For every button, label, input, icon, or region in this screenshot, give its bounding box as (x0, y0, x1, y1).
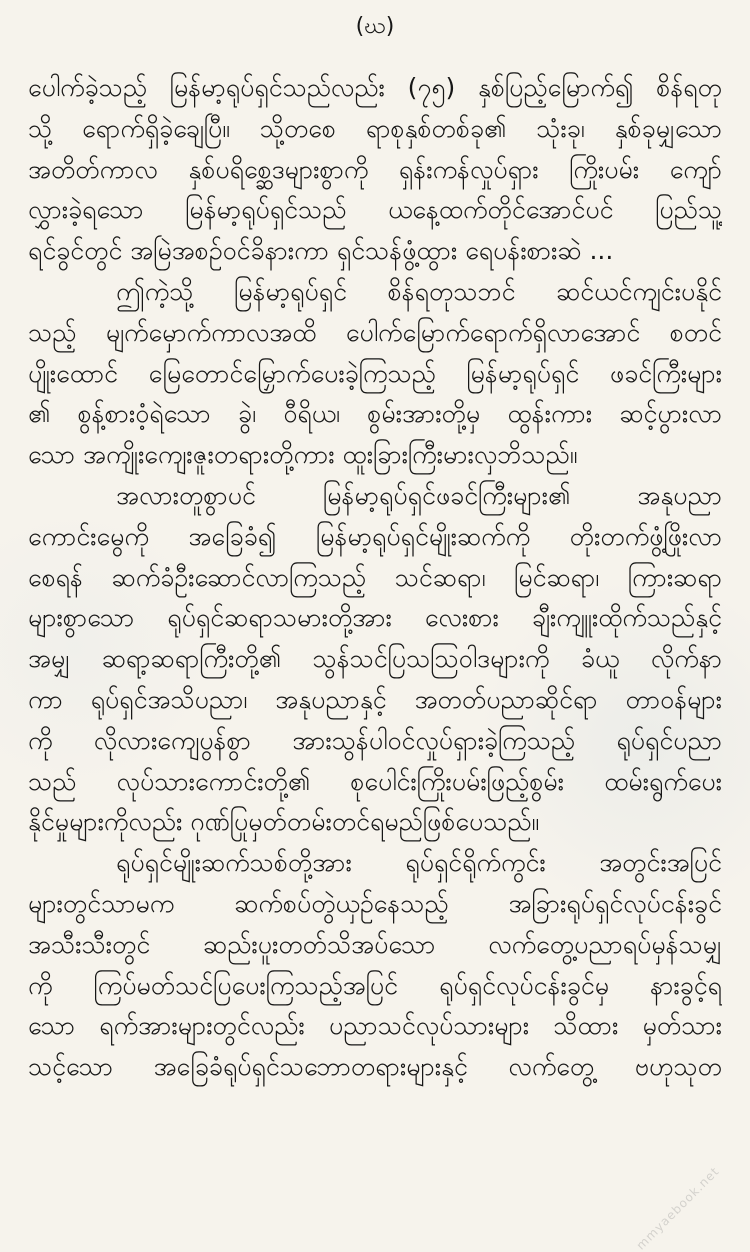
text-line: သည် လုပ်သားကောင်းတို့၏ စုပေါင်းကြိုးပမ်းဖြည့်စွမ်း ထမ်းရွက်ပေး (28, 766, 722, 796)
text-line: ကာ ရုပ်ရှင်အသိပညာ၊ အနုပညာနှင့် အတတ်ပညာဆိုင်ရာ တာဝန်များ (28, 684, 722, 714)
text-line: ပေါက်ခဲ့သည့် မြန်မာ့ရုပ်ရှင်သည်လည်း (၇၅) နှစ်ပြည့်မြောက်၍ စိန်ရတု (28, 73, 722, 102)
text-line: သော ရက်အားများတွင်လည်း ပညာသင်လုပ်သားများ သိထား မှတ်သား (28, 1011, 722, 1041)
text-line: များတွင်သာမက ဆက်စပ်တွဲယှဉ်နေသည့် အခြားရုပ်ရှင်လုပ်ငန်းခွင် (28, 888, 722, 918)
paragraph-3 (28, 476, 722, 843)
text-line: ဤကဲ့သို့ မြန်မာ့ရုပ်ရှင် စိန်ရတုသဘင် ဆင်ယင်ကျင်းပနိုင် (116, 276, 722, 306)
text-line: ရင်ခွင်တွင် အမြဲအစဉ်ဝင်ခိနားကာ ရှင်သန်ဖွံ့ထွား ရေပန်းစားဆဲ ... (28, 236, 614, 266)
text-line: ပျိုးထောင် မြေတောင်မြှောက်ပေးခဲ့ကြသည့် မြန်မာ့ရုပ်ရှင် ဖခင်ကြီးများ (28, 358, 722, 388)
text-line: နိုင်မှုများကိုလည်း ဂုဏ်ပြုမှတ်တမ်းတင်ရမည်ဖြစ်ပေသည်။ (28, 807, 540, 837)
text-line: အတိတ်ကာလ နှစ်ပရိစ္ဆေဒများစွာကို ရှန်းကန်လှုပ်ရှား ကြိုးပမ်း ကျော် (28, 154, 722, 184)
page-number: (ဃ) (355, 14, 395, 39)
text-line: သင့်သော အခြေခံရုပ်ရှင်သဘောတရားများနှင့် လက်တွေ့ ဗဟုသုတ (28, 1052, 722, 1082)
text-line: ကို ကြပ်မတ်သင်ပြပေးကြသည့်အပြင် ရုပ်ရှင်လုပ်ငန်းခွင်မှ နားခွင့်ရ (28, 970, 722, 1000)
watermark: mmyaebook.net (633, 1164, 722, 1252)
text-line: ရုပ်ရှင်မျိုးဆက်သစ်တို့အား ရုပ်ရှင်ရိုက်ကွင်း အတွင်းအပြင် (116, 848, 722, 878)
text-line: သည့် မျက်မှောက်ကာလအထိ ပေါက်မြောက်ရောက်ရှိလာအောင် စတင် (28, 317, 722, 347)
text-line: စေရန် ဆက်ခံဦးဆောင်လာကြသည့် သင်ဆရာ၊ မြင်ဆရာ၊ ကြားဆရာ (28, 562, 722, 592)
text-line: ကို လိုလားကျေပွန်စွာ အားသွန်ပါဝင်လှုပ်ရှားခဲ့ကြသည့် ရုပ်ရှင်ပညာ (28, 725, 722, 755)
text-line: အမျှ ဆရာ့ဆရာကြီးတို့၏ သွန်သင်ပြသသြဝါဒများကို ခံယူ လိုက်နာ (28, 644, 722, 674)
text-line: သို့ ရောက်ရှိခဲ့ချေပြီ။ သို့တစေ ရာစုနှစ်တစ်ခု၏ သုံးခု၊ နှစ်ခုမျှသော (28, 113, 722, 143)
text-line: များစွာသော ရုပ်ရှင်ဆရာသမားတို့အား လေးစား ချီးကျူးထိုက်သည်နှင့် (28, 603, 722, 633)
text-line: လွှားခဲ့ရသော မြန်မာ့ရုပ်ရှင်သည် ယနေ့ထက်တိုင်အောင်ပင် ပြည်သူ့ (28, 195, 722, 225)
paragraph-1 (28, 68, 722, 272)
paragraph-4 (28, 843, 722, 1088)
text-line: သော အကျိုးကျေးဇူးတရားတို့ကား ထူးခြားကြီးမားလှဘိသည်။ (28, 440, 578, 470)
text-line: ၏ စွန့်စားဝံ့ရဲသော ခွဲ၊ ဝီရိယ၊ စွမ်းအားတို့မှ ထွန်းကား ဆင့်ပွားလာ (28, 399, 722, 429)
text-line: ကောင်းမွေကို အခြေခံ၍ မြန်မာ့ရုပ်ရှင်မျိုးဆက်ကို တိုးတက်ဖွံ့ဖြိုးလာ (28, 521, 722, 551)
text-line: အလားတူစွာပင် မြန်မာ့ရုပ်ရှင်ဖခင်ကြီးများ၏ အနုပညာ (116, 480, 722, 510)
paragraph-2 (28, 272, 722, 476)
text-line: အသီးသီးတွင် ဆည်းပူးတတ်သိအပ်သော လက်တွေ့ပညာရပ်မှန်သမျှ (28, 929, 722, 959)
